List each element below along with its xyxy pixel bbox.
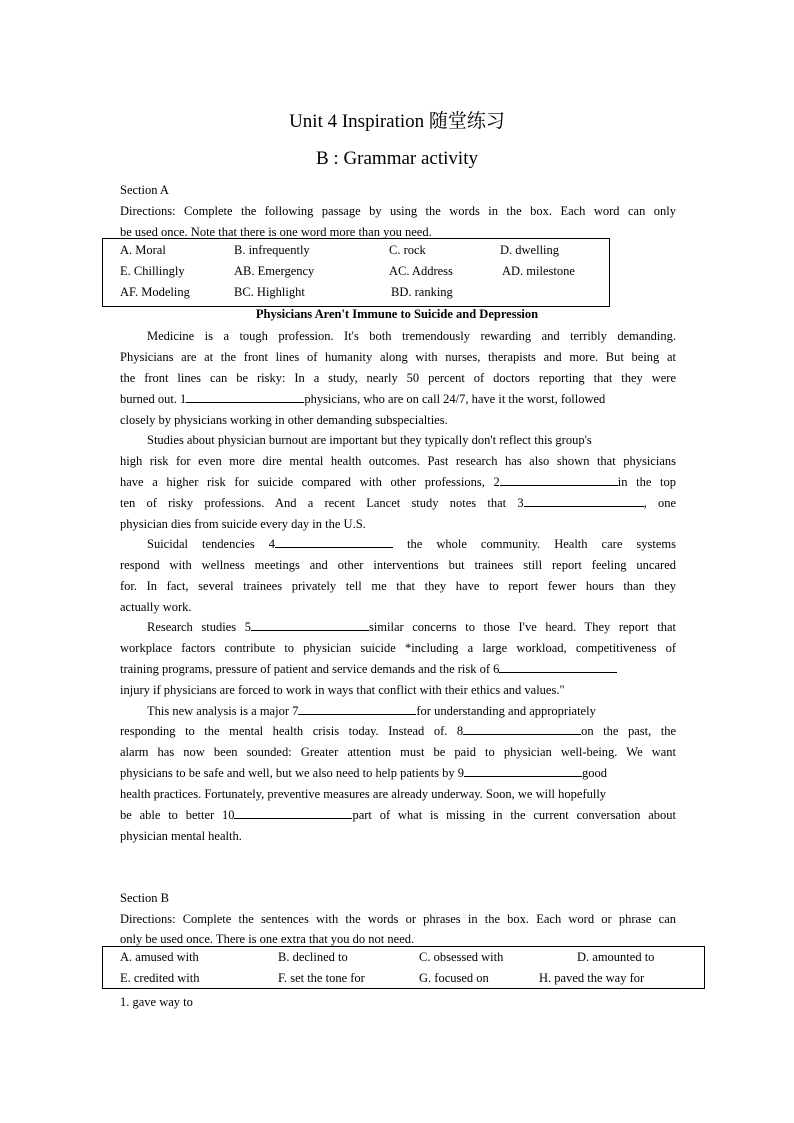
blank-7[interactable] (298, 702, 416, 715)
blank-3[interactable] (524, 494, 644, 507)
passage-line: actually work. (120, 600, 192, 614)
passage-line: ten of risky professions. And a recent Lancet study notes that 3 , one (120, 496, 676, 510)
phrase-option: C. obsessed with (419, 950, 504, 964)
passage-line: alarm has now been sounded: Greater attention must be paid to physician well-being. We want (120, 745, 676, 759)
section-a-directions-cont: be used once. Note that there is one word more than you need. (120, 225, 432, 239)
phrase-option: B. declined to (278, 950, 348, 964)
passage-line: Research studies 5 similar concerns to those I've heard. They report that (147, 620, 676, 634)
passage-line: injury if physicians are forced to work in ways that conflict with their ethics and values." (120, 683, 565, 697)
passage-line: workplace factors contribute to physician suicide *including a large workload, competitiveness of (120, 641, 676, 655)
word-option: AD. milestone (502, 264, 575, 278)
word-option: AC. Address (389, 264, 453, 278)
passage-line: burned out. 1 physicians, who are on call 24/7, have it the worst, followed (120, 392, 606, 406)
blank-1[interactable] (186, 390, 304, 403)
page-subtitle: B : Grammar activity (316, 148, 478, 169)
passage-line: high risk for even more dire mental health outcomes. Past research has also shown that physicians (120, 454, 676, 468)
passage-line: closely by physicians working in other demanding subspecialties. (120, 413, 448, 427)
section-a-directions: Directions: Complete the following passage by using the words in the box. Each word can only (120, 204, 676, 218)
blank-10[interactable] (234, 806, 352, 819)
passage-line: have a higher risk for suicide compared with other professions, 2 in the top (120, 475, 677, 489)
passage-line: be able to better 10 part of what is missing in the current conversation about (120, 808, 677, 822)
phrase-option: E. credited with (120, 971, 200, 985)
word-option: BC. Highlight (234, 285, 305, 299)
phrase-option: G. focused on (419, 971, 489, 985)
blank-2[interactable] (500, 473, 618, 486)
passage-line: This new analysis is a major 7 for understanding and appropriately (147, 704, 596, 718)
blank-8[interactable] (463, 722, 581, 735)
passage-line: physician dies from suicide every day in the U.S. (120, 517, 366, 531)
passage-line: for. In fact, several trainees privately tell me that they have to report fewer hours than they (120, 579, 676, 593)
section-b-label: Section B (120, 891, 169, 905)
word-option: AF. Modeling (120, 285, 190, 299)
section-b-directions-cont: only be used once. There is one extra that you do not need. (120, 932, 415, 946)
phrase-option: A. amused with (120, 950, 199, 964)
passage-title: Physicians Aren't Immune to Suicide and Depression (255, 307, 539, 321)
page-title: Unit 4 Inspiration 随堂练习 (289, 111, 505, 132)
section-b-directions: Directions: Complete the sentences with the words or phrases in the box. Each word or phrase can (120, 912, 676, 926)
blank-5[interactable] (251, 618, 369, 631)
word-option: C. rock (389, 243, 426, 257)
passage-line: Studies about physician burnout are important but they typically don't reflect this group's (147, 433, 592, 447)
passage-line: Physicians are at the front lines of humanity along with nurses, therapists and more. But being at (120, 350, 676, 364)
word-option: D. dwelling (500, 243, 560, 257)
word-option: E. Chillingly (120, 264, 185, 278)
word-option: B. infrequently (234, 243, 310, 257)
blank-4[interactable] (275, 535, 393, 548)
passage-line: physicians to be safe and well, but we also need to help patients by 9 good (120, 766, 608, 780)
phrase-option: D. amounted to (577, 950, 655, 964)
blank-9[interactable] (464, 764, 582, 777)
passage-line: Suicidal tendencies 4 the whole community. Health care systems (147, 537, 676, 551)
phrase-option: F. set the tone for (278, 971, 365, 985)
passage-line: the front lines can be risky: In a study, nearly 50 percent of doctors reporting that they were (120, 371, 676, 385)
word-option: BD. ranking (391, 285, 453, 299)
blank-6[interactable] (499, 660, 617, 673)
passage-line: health practices. Fortunately, preventive measures are already underway. Soon, we will hopefully (120, 787, 607, 801)
passage-line: physician mental health. (120, 829, 242, 843)
word-option: A. Moral (120, 243, 166, 257)
passage-line: respond with wellness meetings and other interventions but trainees still report feeling uncared (120, 558, 676, 572)
passage-line: Medicine is a tough profession. It's both tremendously rewarding and terribly demanding. (147, 329, 676, 343)
passage-line: training programs, pressure of patient and service demands and the risk of 6 (120, 659, 676, 680)
section-a-label: Section A (120, 183, 169, 197)
phrase-option: H. paved the way for (539, 971, 645, 985)
passage-line: responding to the mental health crisis today. Instead of. 8 on the past, the (120, 724, 677, 738)
section-b-item: 1. gave way to (120, 995, 193, 1009)
word-option: AB. Emergency (234, 264, 315, 278)
